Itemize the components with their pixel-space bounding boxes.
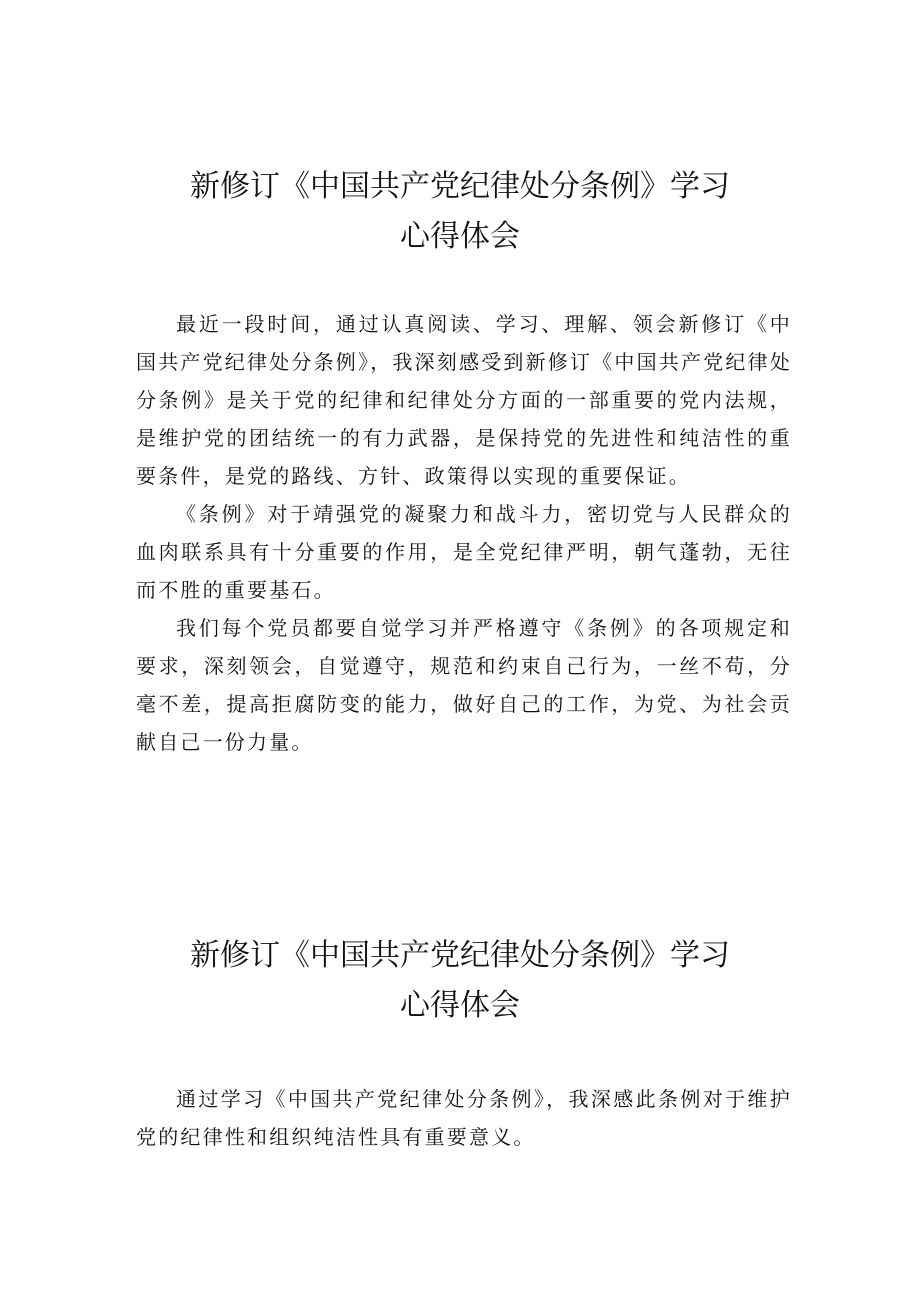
- second-document-body: [136, 1080, 792, 1156]
- body-paragraph: 我们每个党员都要自觉学习并严格遵守《条例》的各项规定和要求，深刻领会，自觉遵守，规范和约束自己行为，一丝不苟，分毫不差，提高拒腐防变的能力，做好自己的工作，为党、为社会贡献自己一份力量。: [136, 616, 792, 754]
- document-title: [120, 162, 800, 262]
- body-paragraph: 《条例》对于靖强党的凝聚力和战斗力，密切党与人民群众的血肉联系具有十分重要的作用，是全党纪律严明，朝气蓬勃，无往而不胜的重要基石。: [136, 502, 792, 602]
- second-document-title-line-2: 心得体会: [400, 988, 520, 1023]
- body-paragraph: 最近一段时间，通过认真阅读、学习、理解、领会新修订《中国共产党纪律处分条例》，我深刻感受到新修订《中国共产党纪律处分条例》是关于党的纪律和纪律处分方面的一部重要的党内法规，是维护党的团结统一的有力武器，是保持党的先进性和纯洁性的重要条件，是党的路线、方针、政策得以实现的重要保证。: [136, 312, 792, 488]
- document-title-line-1: 新修订《中国共产党纪律处分条例》学习: [190, 169, 730, 204]
- second-document-title: [120, 931, 800, 1031]
- document-title-line-2: 心得体会: [400, 219, 520, 254]
- body-paragraph: 通过学习《中国共产党纪律处分条例》，我深感此条例对于维护党的纪律性和组织纯洁性具有重要意义。: [136, 1087, 792, 1149]
- document-body: [136, 305, 792, 761]
- second-document-title-line-1: 新修订《中国共产党纪律处分条例》学习: [190, 938, 730, 973]
